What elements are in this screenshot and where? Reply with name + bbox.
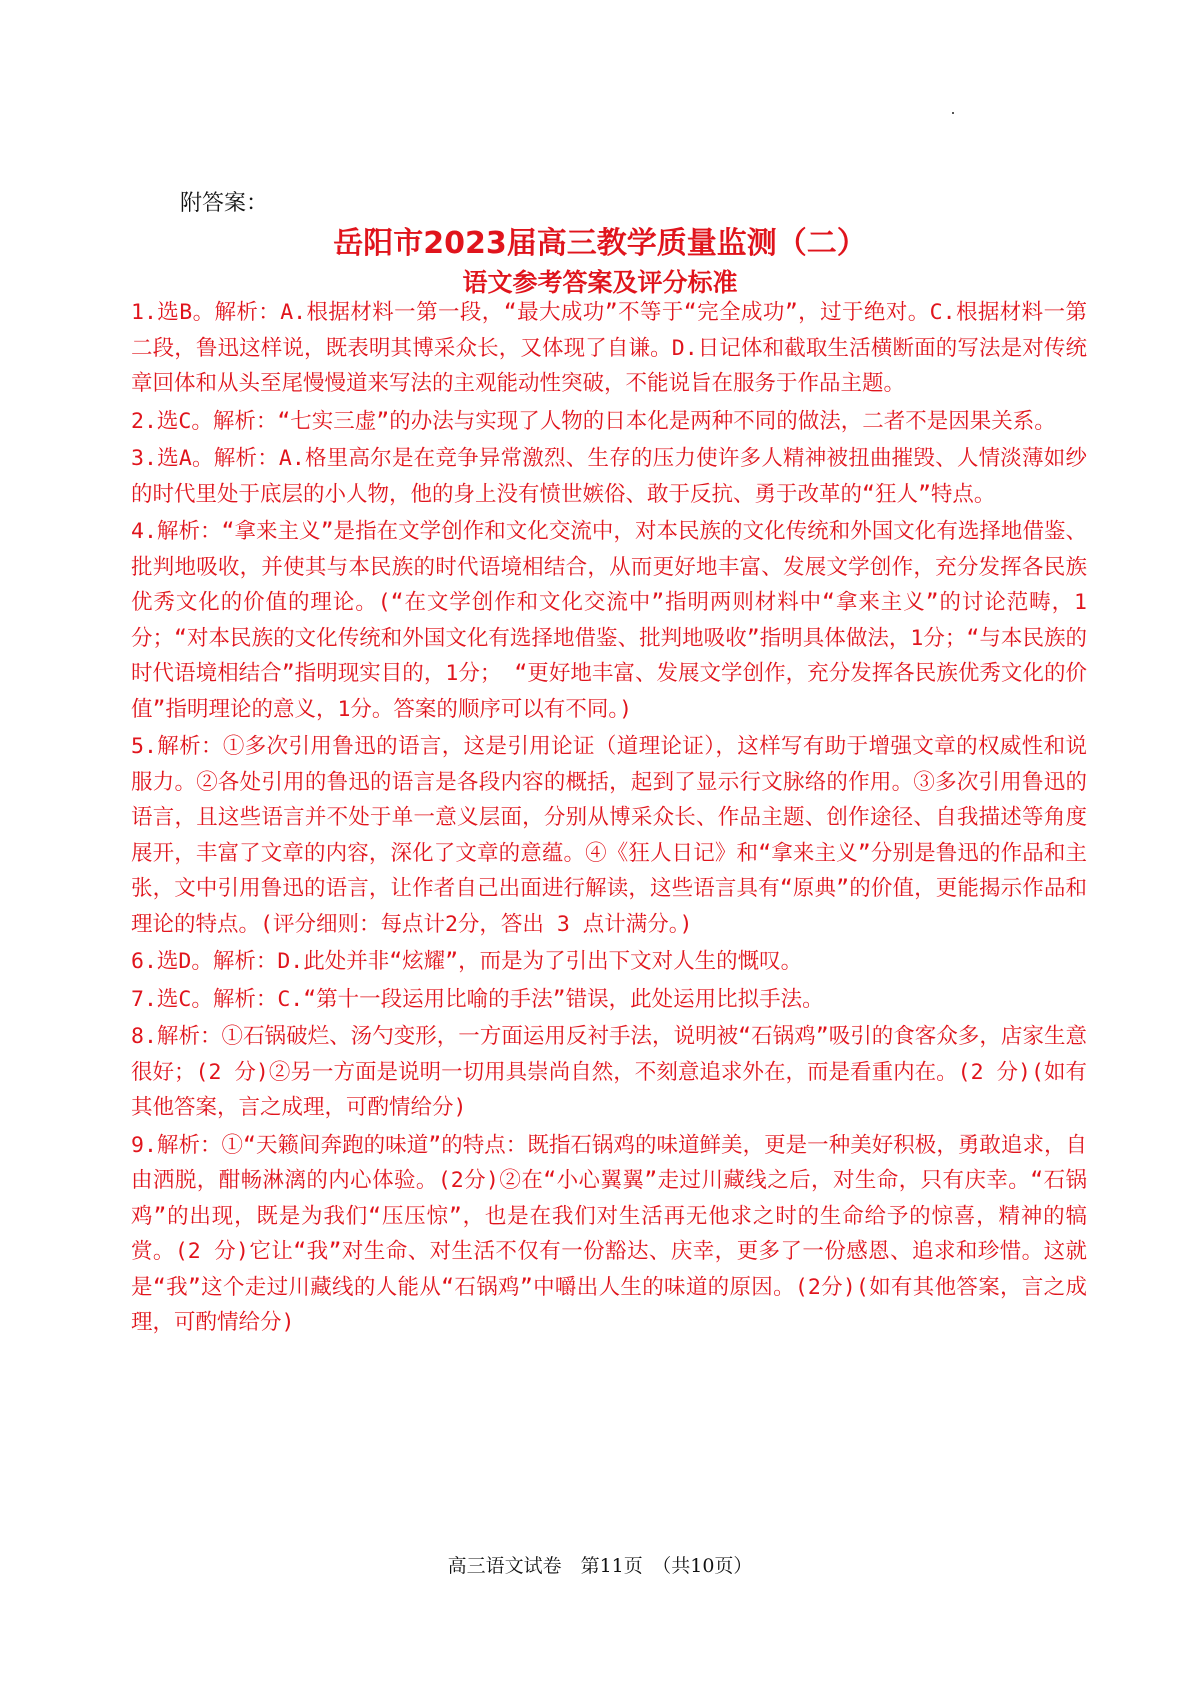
page-subtitle: 语文参考答案及评分标准 xyxy=(462,268,738,297)
page-footer: 高三语文试卷 第11页 （共10页） xyxy=(447,1555,753,1577)
page-title: 岳阳市2023届高三教学质量监测（二） xyxy=(333,226,867,261)
answer-3: 3.选A。解析：A.格里高尔是在竞争异常激烈、生存的压力使许多人精神被扭曲摧毁、人情淡薄如纱的时代里处于底层的小人物，他的身上没有愤世嫉俗、敢于反抗、勇于改革的“狂人”特点。 xyxy=(131,446,1087,507)
answer-list xyxy=(131,295,1087,1343)
answer-5: 5.解析：①多次引用鲁迅的语言，这是引用论证（道理论证），这样写有助于增强文章的权威性和说服力。②各处引用的鲁迅的语言是各段内容的概括，起到了显示行文脉络的作用。③多次引用鲁迅的语言，且这些语言并不处于单一意义层面，分别从博采众长、作品主题、创作途径、自我描述等角度展开，丰富了文章的内容，深化了文章的意蕴。④《狂人日记》和“拿来主义”分别是鲁迅的作品和主张，文中引用鲁迅的语言，让作者自己出面进行解读，这些语言具有“原典”的价值，更能揭示作品和理论的特点。(评分细则：每点计2分，答出 3 点计满分。) xyxy=(131,734,1087,937)
answer-6: 6.选D。解析：D.此处并非“炫耀”，而是为了引出下文对人生的慨叹。 xyxy=(131,949,803,974)
answer-4: 4.解析：“拿来主义”是指在文学创作和文化交流中，对本民族的文化传统和外国文化有选择地借鉴、批判地吸收，并使其与本民族的时代语境相结合，从而更好地丰富、发展文学创作，充分发挥各民族优秀文化的价值的理论。(“在文学创作和文化交流中”指明两则材料中“拿来主义”的讨论范畴，1分；“对本民族的文化传统和外国文化有选择地借鉴、批判地吸收”指明具体做法，1分；“与本民族的时代语境相结合”指明现实目的，1分； “更好地丰富、发展文学创作，充分发挥各民族优秀文化的价值”指明理论的意义，1分。答案的顺序可以有不同。) xyxy=(131,519,1087,722)
answer-9: 9.解析：①“天籁间奔跑的味道”的特点：既指石锅鸡的味道鲜美，更是一种美好积极，勇敢追求，自由洒脱，酣畅淋漓的内心体验。(2分)②在“小心翼翼”走过川藏线之后，对生命，只有庆幸。“石锅鸡”的出现，既是为我们“压压惊”，也是在我们对生活再无他求之时的生命给予的惊喜，精神的犒赏。(2 分)它让“我”对生命、对生活不仅有一份豁达、庆幸，更多了一份感恩、追求和珍惜。这就是“我”这个走过川藏线的人能从“石锅鸡”中嚼出人生的味道的原因。(2分)(如有其他答案，言之成理，可酌情给分) xyxy=(131,1132,1087,1335)
answer-7: 7.选C。解析：C.“第十一段运用比喻的手法”错误，此处运用比拟手法。 xyxy=(131,986,824,1012)
answer-8: 8.解析：①石锅破烂、汤勺变形，一方面运用反衬手法，说明被“石锅鸡”吸引的食客众多，店家生意很好；(2 分)②另一方面是说明一切用具崇尚自然，不刻意追求外在，而是看重内在。(2 分)(如有其他答案，言之成理，可酌情给分) xyxy=(131,1024,1087,1120)
answer-prefix: 附答案： xyxy=(180,191,269,216)
answer-1: 1.选B。解析：A.根据材料一第一段，“最大成功”不等于“完全成功”，过于绝对。C.根据材料一第二段，鲁迅这样说，既表明其博采众长，又体现了自谦。D.日记体和截取生活横断面的写法是对传统章回体和从头至尾慢慢道来写法的主观能动性突破，不能说旨在服务于作品主题。 xyxy=(131,300,1087,396)
scan-dot xyxy=(952,112,954,114)
answer-2: 2.选C。解析：“七实三虚”的办法与实现了人物的日本化是两种不同的做法，二者不是因果关系。 xyxy=(131,408,1056,434)
